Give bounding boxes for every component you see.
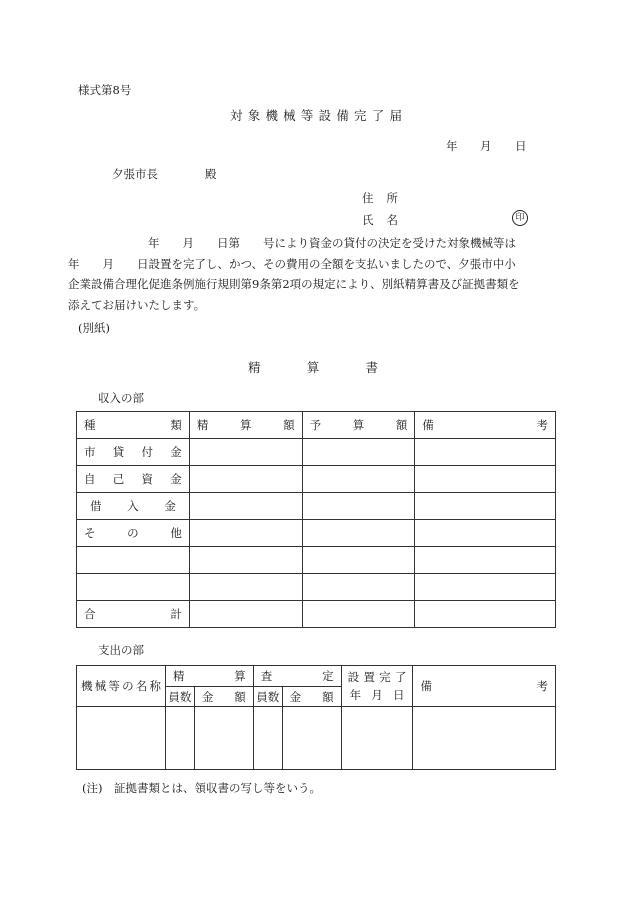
table-row bbox=[77, 707, 556, 770]
cell-remarks[interactable] bbox=[415, 466, 556, 493]
income-table bbox=[76, 411, 556, 628]
cell-remarks[interactable] bbox=[415, 547, 556, 574]
sub-amount-settlement: 金 額 bbox=[201, 689, 246, 704]
cell-budget[interactable] bbox=[302, 547, 415, 574]
body-text bbox=[68, 233, 554, 315]
body-line: 企業設備合理化促進条例施行規則第9条第2項の規定により、別紙精算書及び証拠書類を bbox=[68, 277, 520, 291]
expense-table bbox=[76, 665, 556, 770]
cell-remarks[interactable] bbox=[413, 707, 556, 770]
cell-settlement[interactable] bbox=[189, 547, 302, 574]
cell-inspection-amount[interactable] bbox=[282, 707, 341, 770]
cell-completion-date[interactable] bbox=[341, 707, 413, 770]
cell-settlement[interactable] bbox=[189, 466, 302, 493]
row-label[interactable] bbox=[77, 547, 190, 574]
row-label[interactable] bbox=[77, 574, 190, 601]
header-completion-date: 年 月 日 bbox=[349, 688, 405, 702]
document-title: 対 象 機 械 等 設 備 完 了 届 bbox=[230, 108, 402, 123]
sub-amount-inspection: 金 額 bbox=[289, 689, 334, 704]
row-label: そ の 他 bbox=[84, 526, 182, 540]
header-budget-amount: 予 算 額 bbox=[309, 418, 408, 432]
cell-budget[interactable] bbox=[302, 439, 415, 466]
header-completion: 設 置 完 了 bbox=[347, 670, 407, 684]
cell-settlement-count[interactable] bbox=[165, 707, 194, 770]
cell-budget[interactable] bbox=[302, 466, 415, 493]
cell-settlement[interactable] bbox=[189, 493, 302, 520]
expense-header-row bbox=[77, 666, 556, 687]
header-settlement-amount: 精 算 額 bbox=[196, 418, 295, 432]
statement-title: 精 算 書 bbox=[248, 360, 378, 375]
cell-inspection-count[interactable] bbox=[253, 707, 282, 770]
row-label: 借 入 金 bbox=[90, 499, 176, 513]
row-label: 市 貸 付 金 bbox=[84, 445, 182, 459]
body-line: 年 月 日設置を完了し、かつ、その費用の全額を支払いましたので、夕張市中小 bbox=[68, 256, 516, 271]
body-line: 年 月 日第 号により資金の貸付の決定を受けた対象機械等は bbox=[148, 236, 516, 250]
form-number: 様式第8号 bbox=[78, 83, 132, 97]
table-row bbox=[77, 547, 556, 574]
date-day: 日 bbox=[515, 139, 527, 153]
cell-remarks-total[interactable] bbox=[415, 601, 556, 628]
address-label: 住 所 bbox=[362, 191, 398, 205]
cell-settlement[interactable] bbox=[189, 520, 302, 547]
table-row bbox=[77, 466, 556, 493]
cell-remarks[interactable] bbox=[415, 493, 556, 520]
cell-settlement[interactable] bbox=[189, 574, 302, 601]
table-row bbox=[77, 520, 556, 547]
header-remarks: 備 考 bbox=[420, 679, 548, 693]
footnote: (注) 証拠書類とは、領収書の写し等をいう。 bbox=[82, 781, 321, 795]
cell-budget-total[interactable] bbox=[302, 601, 415, 628]
addressee-honorific: 殿 bbox=[205, 167, 217, 181]
sub-count-inspection: 員数 bbox=[253, 687, 282, 707]
total-label: 合 計 bbox=[84, 607, 182, 621]
name-label: 氏 名 bbox=[362, 213, 398, 227]
expense-section-label: 支出の部 bbox=[98, 643, 144, 657]
cell-budget[interactable] bbox=[302, 520, 415, 547]
date-month: 月 bbox=[480, 139, 492, 153]
income-header-row bbox=[77, 412, 556, 439]
total-row bbox=[77, 601, 556, 628]
sub-count-settlement: 員数 bbox=[165, 687, 194, 707]
cell-remarks[interactable] bbox=[415, 520, 556, 547]
table-row bbox=[77, 439, 556, 466]
header-machine-name: 機 械 等 の 名 称 bbox=[81, 679, 161, 693]
seal-mark: 印 bbox=[512, 210, 528, 226]
cell-settlement-total[interactable] bbox=[189, 601, 302, 628]
cell-budget[interactable] bbox=[302, 574, 415, 601]
cell-settlement[interactable] bbox=[189, 439, 302, 466]
cell-remarks[interactable] bbox=[415, 574, 556, 601]
attachment-label: (別紙) bbox=[78, 321, 110, 335]
income-section-label: 収入の部 bbox=[98, 391, 144, 405]
header-inspection: 査 定 bbox=[260, 669, 334, 683]
table-row bbox=[77, 574, 556, 601]
row-label: 自 己 資 金 bbox=[84, 472, 182, 486]
header-settlement: 精 算 bbox=[172, 669, 246, 683]
header-remarks: 備 考 bbox=[422, 418, 548, 432]
cell-budget[interactable] bbox=[302, 493, 415, 520]
date-year: 年 bbox=[446, 139, 458, 153]
addressee-name: 夕張市長 bbox=[112, 167, 158, 181]
cell-settlement-amount[interactable] bbox=[194, 707, 253, 770]
cell-remarks[interactable] bbox=[415, 439, 556, 466]
table-row bbox=[77, 493, 556, 520]
body-line: 添えてお届けいたします。 bbox=[68, 297, 206, 312]
cell-machine-name[interactable] bbox=[77, 707, 166, 770]
header-type: 種 類 bbox=[84, 418, 182, 432]
